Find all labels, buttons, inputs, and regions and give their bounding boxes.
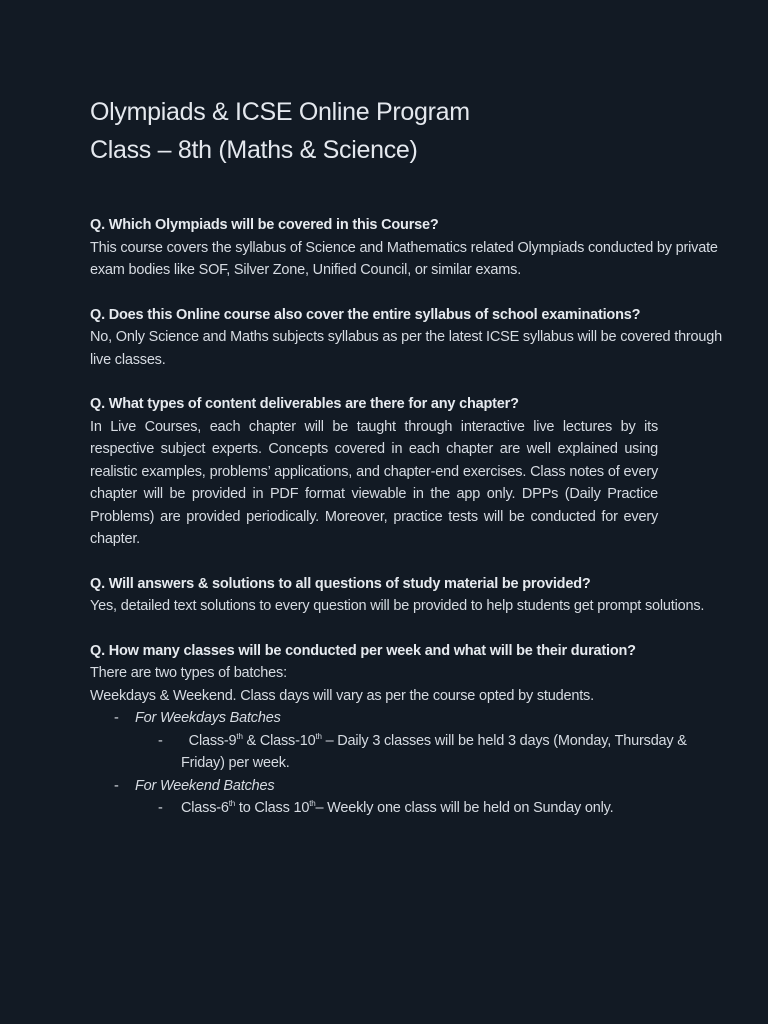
faq-question: Q. What types of content deliverables are there for any chapter? — [90, 396, 519, 412]
class-label: Class-6 — [181, 800, 229, 816]
batch-label: For Weekend Batches — [135, 777, 275, 794]
ordinal-suffix: th — [236, 731, 243, 741]
faq-item-solutions — [90, 573, 724, 618]
page-title — [90, 93, 724, 169]
faq-answer — [90, 662, 724, 820]
ordinal-suffix: th — [228, 799, 236, 808]
faq-answer: This course covers the syllabus of Science and Mathematics related Olympiads conducted by private exam bodies like SOF, Silver Zone, Unified Council, or similar exams. — [90, 239, 718, 278]
faq-item-classes-per-week — [90, 640, 724, 820]
faq-item-school-syllabus — [90, 304, 724, 372]
list-dash: - — [158, 732, 163, 749]
ordinal-suffix: th — [315, 731, 322, 741]
list-dash: - — [114, 777, 119, 794]
faq-answer-intro: Weekdays & Weekend. Class days will vary as per the course opted by students. — [90, 687, 594, 704]
title-line-class: Class – 8th (Maths & Science) — [90, 136, 418, 164]
class-label: & Class-10 — [242, 732, 316, 749]
faq-question: Q. Does this Online course also cover the entire syllabus of school examinations? — [90, 306, 641, 323]
batch-label: For Weekdays Batches — [135, 710, 281, 726]
faq-question: Q. Which Olympiads will be covered in this Course? — [90, 217, 439, 233]
title-line-program: Olympiads & ICSE Online Program — [90, 98, 470, 126]
faq-answer-intro: There are two types of batches: — [90, 665, 287, 681]
faq-answer: In Live Courses, each chapter will be taught through interactive live lectures by its respective subject experts. Concepts covered in each chapter are well explained using realistic examples, problems’ applications, and chapter-end exercises. Class notes of every chapter will be provided in PDF format viewable in the app only. DPPs (Daily Practice Problems) are provided periodically. Moreover, practice tests will be conducted for every chapter. — [90, 418, 658, 547]
faq-question: Q. Will answers & solutions to all questions of study material be provided? — [90, 575, 591, 592]
batch-list — [90, 707, 724, 820]
batch-item-weekdays — [90, 707, 724, 730]
batch-detail-text — [181, 800, 613, 816]
batch-detail-weekend — [90, 797, 724, 820]
faq-answer: Yes, detailed text solutions to every question will be provided to help students get prompt solutions. — [90, 598, 705, 614]
list-dash: - — [114, 710, 119, 726]
batch-detail-text — [181, 733, 687, 772]
batch-detail-weekdays — [90, 730, 724, 775]
faq-list — [90, 214, 724, 820]
class-label: to Class 10 — [235, 800, 310, 816]
schedule-text: – Weekly one class will be held on Sunday only. — [315, 800, 614, 816]
faq-item-content-deliverables — [90, 393, 724, 551]
class-label: Class-9 — [188, 732, 237, 749]
batch-item-weekend — [90, 775, 724, 798]
schedule-text: – Daily 3 classes will be held 3 days (Monday, Thursday & Friday) per week. — [181, 732, 687, 771]
faq-answer: No, Only Science and Maths subjects syllabus as per the latest ICSE syllabus will be covered through live classes. — [90, 329, 723, 368]
list-dash: - — [158, 800, 163, 816]
ordinal-suffix: th — [309, 799, 316, 808]
faq-item-olympiads — [90, 214, 724, 282]
faq-question: Q. How many classes will be conducted per week and what will be their duration? — [90, 642, 636, 659]
